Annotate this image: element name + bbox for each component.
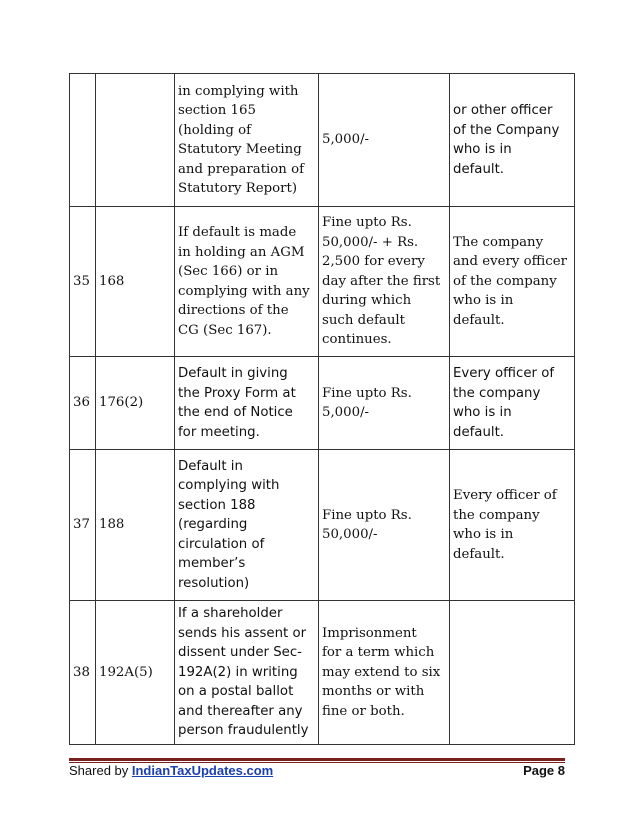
section-number: 188 — [96, 450, 175, 601]
offence-description: Default in complying with section 188 (regarding circulation of member’s resolution) — [175, 450, 319, 601]
penalty-table — [69, 73, 575, 745]
footer-site-link[interactable]: IndianTaxUpdates.com — [131, 763, 274, 778]
penalty: Fine upto Rs. 50,000/- — [319, 450, 450, 601]
row-number: 36 — [70, 357, 96, 450]
row-number: 37 — [70, 450, 96, 601]
footer-credit — [69, 763, 273, 778]
liable-party: Every officer of the company who is in default. — [450, 357, 575, 450]
row-number: 35 — [70, 207, 96, 357]
offence-description: Default in giving the Proxy Form at the end of Notice for meeting. — [175, 357, 319, 450]
liable-party — [450, 601, 575, 745]
offence-description: in complying with section 165 (holding of Statutory Meeting and preparation of Statutory Report) — [175, 74, 319, 207]
table-row — [70, 207, 575, 357]
footer-shared-by: Shared by — [69, 763, 132, 778]
penalty: Fine upto Rs. 50,000/- + Rs. 2,500 for every day after the first during which such default continues. — [319, 207, 450, 357]
liable-party: or other officer of the Company who is in default. — [450, 74, 575, 207]
offence-description: If default is made in holding an AGM (Sec 166) or in complying with any directions of the CG (Sec 167). — [175, 207, 319, 357]
penalty: Fine upto Rs. 5,000/- — [319, 357, 450, 450]
section-number: 176(2) — [96, 357, 175, 450]
table-row — [70, 601, 575, 745]
page-number: Page 8 — [523, 763, 565, 778]
penalty: Imprisonment for a term which may extend to six months or with fine or both. — [319, 601, 450, 745]
section-number: 192A(5) — [96, 601, 175, 745]
penalty: 5,000/- — [319, 74, 450, 207]
footer-rule — [69, 758, 565, 761]
liable-party: Every officer of the company who is in default. — [450, 450, 575, 601]
table-row — [70, 74, 575, 207]
offence-description: If a shareholder sends his assent or dissent under Sec- 192A(2) in writing on a postal ballot and thereafter any person fraudulently — [175, 601, 319, 745]
section-number: 168 — [96, 207, 175, 357]
row-number — [70, 74, 96, 207]
table-row — [70, 450, 575, 601]
row-number: 38 — [70, 601, 96, 745]
page-footer — [69, 758, 565, 782]
table-row — [70, 357, 575, 450]
section-number — [96, 74, 175, 207]
liable-party: The company and every officer of the company who is in default. — [450, 207, 575, 357]
